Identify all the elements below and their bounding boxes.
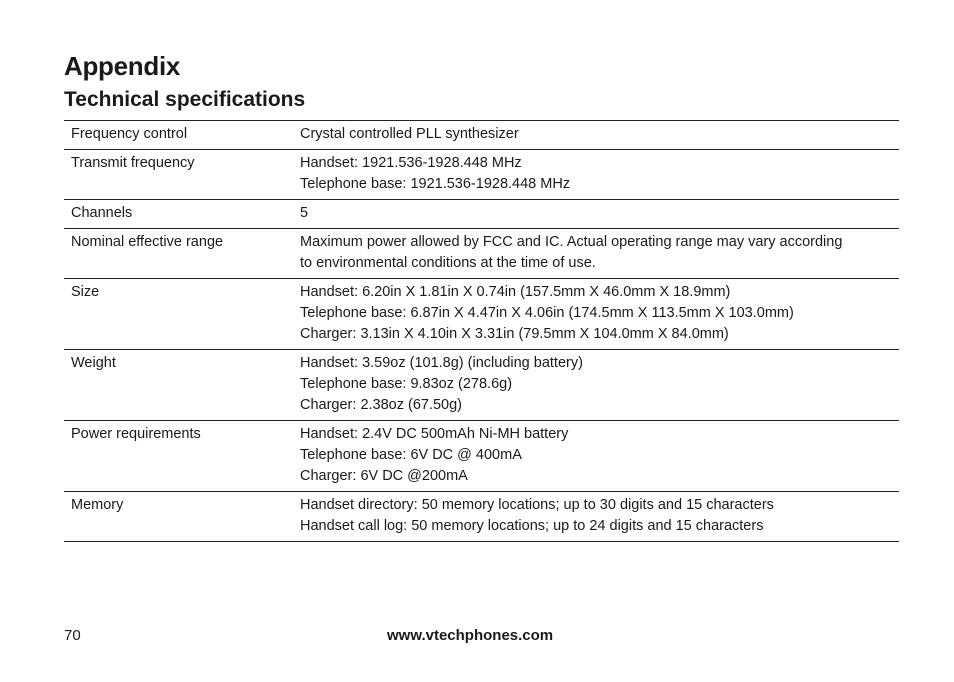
spec-value-line: Telephone base: 9.83oz (278.6g) <box>300 376 513 392</box>
spec-value <box>300 150 899 200</box>
spec-value-line: Handset: 1921.536-1928.448 MHz <box>300 155 522 171</box>
spec-value <box>300 229 899 279</box>
table-row <box>64 492 899 542</box>
spec-label: Memory <box>71 497 124 513</box>
spec-value <box>300 200 899 229</box>
spec-label: Nominal effective range <box>71 234 224 250</box>
spec-value-line: Handset call log: 50 memory locations; up to 24 digits and 15 characters <box>300 518 764 534</box>
spec-value-line: Handset: 6.20in X 1.81in X 0.74in (157.5mm X 46.0mm X 18.9mm) <box>300 284 731 300</box>
table-row <box>64 279 899 350</box>
spec-value <box>300 279 899 350</box>
spec-value <box>300 492 899 542</box>
spec-value-line: Maximum power allowed by FCC and IC. Actual operating range may vary according <box>300 234 843 250</box>
spec-label: Transmit frequency <box>71 155 195 171</box>
spec-value-line: Telephone base: 6V DC @ 400mA <box>300 447 522 463</box>
spec-value-line: Telephone base: 1921.536-1928.448 MHz <box>300 176 571 192</box>
page-number: 70 <box>64 627 81 644</box>
spec-value-line: Handset directory: 50 memory locations; up to 30 digits and 15 characters <box>300 497 774 513</box>
spec-value <box>300 121 899 150</box>
spec-value-line: 5 <box>300 205 309 221</box>
footer-url: www.vtechphones.com <box>387 627 554 644</box>
spec-label: Size <box>71 284 100 300</box>
table-row <box>64 121 899 150</box>
spec-label: Frequency control <box>71 126 188 142</box>
table-row <box>64 421 899 492</box>
spec-value-line: Charger: 6V DC @200mA <box>300 468 468 484</box>
spec-value-line: Crystal controlled PLL synthesizer <box>300 126 519 142</box>
spec-label: Weight <box>71 355 116 371</box>
spec-table <box>64 120 899 542</box>
spec-value-line: Charger: 3.13in X 4.10in X 3.31in (79.5mm X 104.0mm X 84.0mm) <box>300 326 729 342</box>
section-title: Technical specifications <box>64 88 306 111</box>
spec-value-line: Handset: 3.59oz (101.8g) (including battery) <box>300 355 583 371</box>
table-row <box>64 229 899 279</box>
spec-label: Channels <box>71 205 133 221</box>
spec-value <box>300 350 899 421</box>
spec-value <box>300 421 899 492</box>
spec-value-line: Telephone base: 6.87in X 4.47in X 4.06in (174.5mm X 113.5mm X 103.0mm) <box>300 305 794 321</box>
spec-value-line: Handset: 2.4V DC 500mAh Ni-MH battery <box>300 426 569 442</box>
spec-value-line: to environmental conditions at the time of use. <box>300 255 596 271</box>
table-row <box>64 150 899 200</box>
spec-label: Power requirements <box>71 426 201 442</box>
page-title: Appendix <box>64 51 181 81</box>
spec-value-line: Charger: 2.38oz (67.50g) <box>300 397 463 413</box>
table-row <box>64 200 899 229</box>
table-row <box>64 350 899 421</box>
